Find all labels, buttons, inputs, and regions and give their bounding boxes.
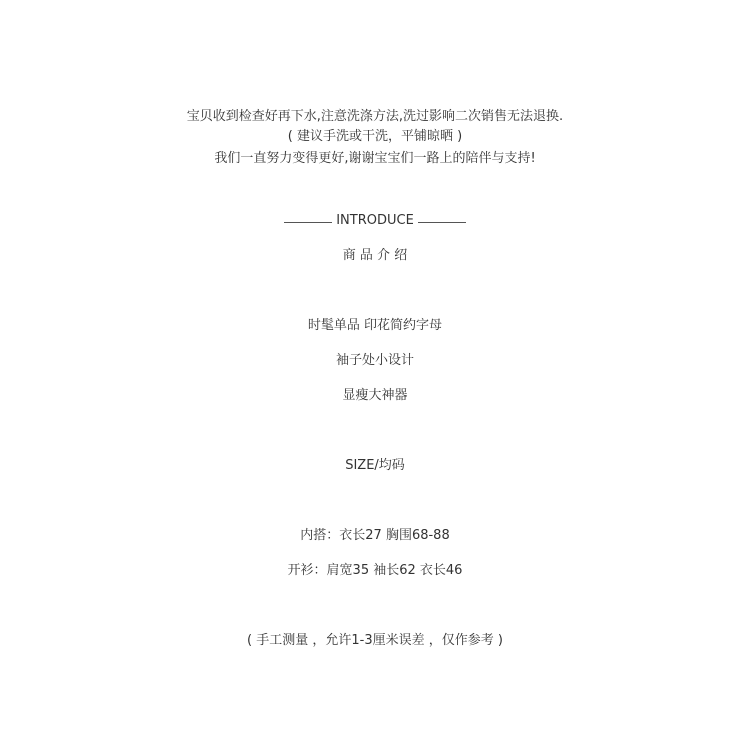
heading-rule-left bbox=[284, 222, 332, 223]
notice-line-1: 宝贝收到检查好再下水,注意洗涤方法,洗过影响二次销售无法退换. bbox=[186, 109, 564, 124]
feature-line-2: 袖子处小设计 bbox=[335, 353, 414, 368]
size-inner-top: 内搭：衣长27 胸围68-88 bbox=[300, 528, 450, 543]
measurement-disclaimer: ( 手工测量 ，允许1-3厘米误差 ，仅作参考 ) bbox=[247, 633, 503, 648]
heading-rule-right bbox=[418, 222, 466, 223]
product-intro-title: 商 品 介 绍 bbox=[342, 248, 408, 263]
introduce-heading-text: INTRODUCE bbox=[336, 213, 414, 228]
notice-line-3: 我们一直努力变得更好,谢谢宝宝们一路上的陪伴与支持! bbox=[214, 151, 536, 166]
size-cardigan: 开衫：肩宽35 袖长62 衣长46 bbox=[287, 563, 463, 578]
size-label: SIZE/均码 bbox=[345, 458, 405, 473]
feature-line-3: 显瘦大神器 bbox=[342, 388, 408, 403]
feature-line-1: 时髦单品 印花简约字母 bbox=[307, 318, 443, 333]
notice-line-2: ( 建议手洗或干洗，平铺晾晒 ) bbox=[287, 129, 463, 144]
introduce-heading bbox=[0, 213, 750, 229]
